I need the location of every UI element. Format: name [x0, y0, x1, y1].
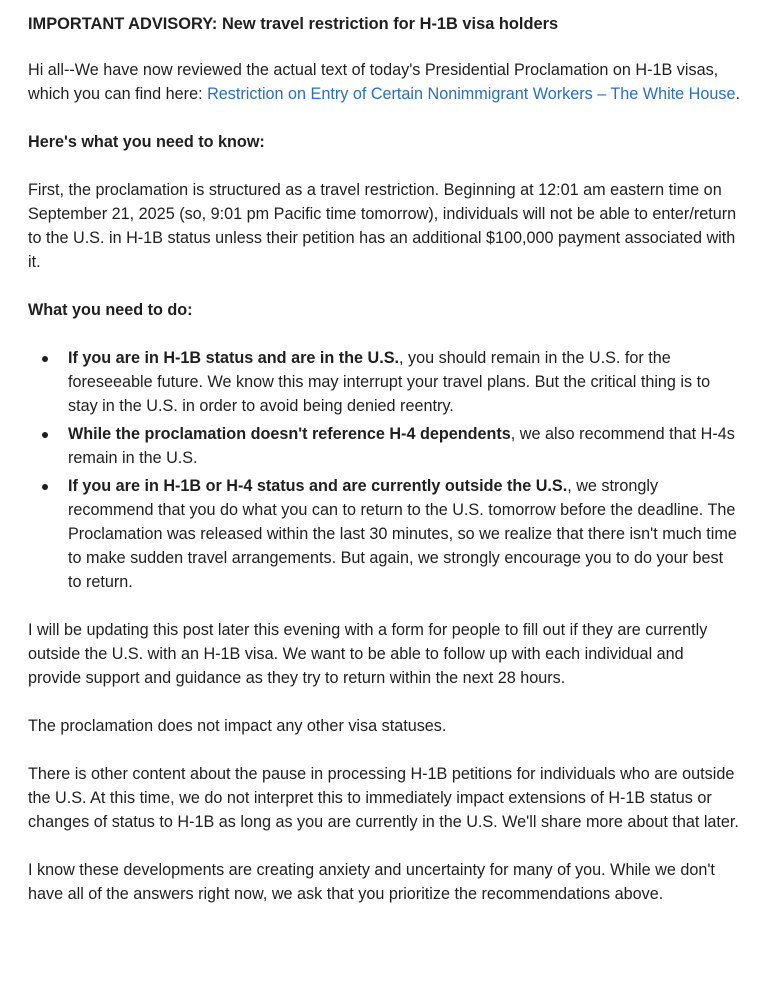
intro-after-link: .: [735, 85, 740, 103]
bullet-bold-text: If you are in H-1B or H-4 status and are currently outside the U.S.: [68, 477, 568, 495]
intro-paragraph: [28, 58, 740, 106]
recommendations-list: [28, 346, 740, 594]
intro-text: Hi all--We have now reviewed the actual text of today's Presidential Proclamation on H-1B visas, which you can find here:: [28, 61, 719, 103]
bullet-bold-text: While the proclamation doesn't reference H-4 dependents: [68, 425, 511, 443]
closing-paragraph: I know these developments are creating anxiety and uncertainty for many of you. While we don't have all of the answers right now, we ask that you prioritize the recommendations above.: [28, 861, 715, 903]
list-item: [28, 422, 740, 470]
bullet-dot-icon: [42, 356, 48, 362]
proclamation-link[interactable]: Restriction on Entry of Certain Nonimmigrant Workers – The White House: [207, 85, 736, 103]
list-item: [28, 474, 740, 594]
bullet-text: , you should remain in the U.S. for the foreseeable future. We know this may interrupt your travel plans. But the critical thing is to stay in the U.S. in order to avoid being denied reentry.: [68, 349, 711, 415]
bullet-bold-text: If you are in H-1B status and are in the U.S.: [68, 349, 400, 367]
processing-pause-paragraph: There is other content about the pause in processing H-1B petitions for individuals who are outside the U.S. At this time, we do not interpret this to immediately impact extensions of H-1B status or changes of status to H-1B as long as you are currently in the U.S. We'll share more about that later.: [28, 765, 739, 831]
update-paragraph: I will be updating this post later this evening with a form for people to fill out if they are currently outside the U.S. with an H-1B visa. We want to be able to follow up with each individual and provide support and guidance as they try to return within the next 28 hours.: [28, 621, 708, 687]
other-statuses-paragraph: The proclamation does not impact any other visa statuses.: [28, 717, 447, 735]
bullet-text: , we also recommend that H-4s remain in the U.S.: [68, 425, 735, 467]
first-paragraph: First, the proclamation is structured as a travel restriction. Beginning at 12:01 am eastern time on September 21, 2025 (so, 9:01 pm Pacific time tomorrow), individuals will not be able to enter/return to the U.S. in H-1B status unless their petition has an additional $100,000 payment associated with it.: [28, 181, 737, 271]
list-item: [28, 346, 740, 418]
bullet-dot-icon: [42, 432, 48, 438]
need-to-know-heading: Here's what you need to know:: [28, 133, 265, 151]
bullet-text: , we strongly recommend that you do what you can to return to the U.S. tomorrow before the deadline. The Proclamation was released within the last 30 minutes, so we realize that there isn't much time to make sudden travel arrangements. But again, we strongly encourage you to do your best to return.: [68, 477, 737, 591]
need-to-do-heading: What you need to do:: [28, 301, 193, 319]
bullet-dot-icon: [42, 484, 48, 490]
post-title: IMPORTANT ADVISORY: New travel restriction for H-1B visa holders: [28, 15, 559, 33]
